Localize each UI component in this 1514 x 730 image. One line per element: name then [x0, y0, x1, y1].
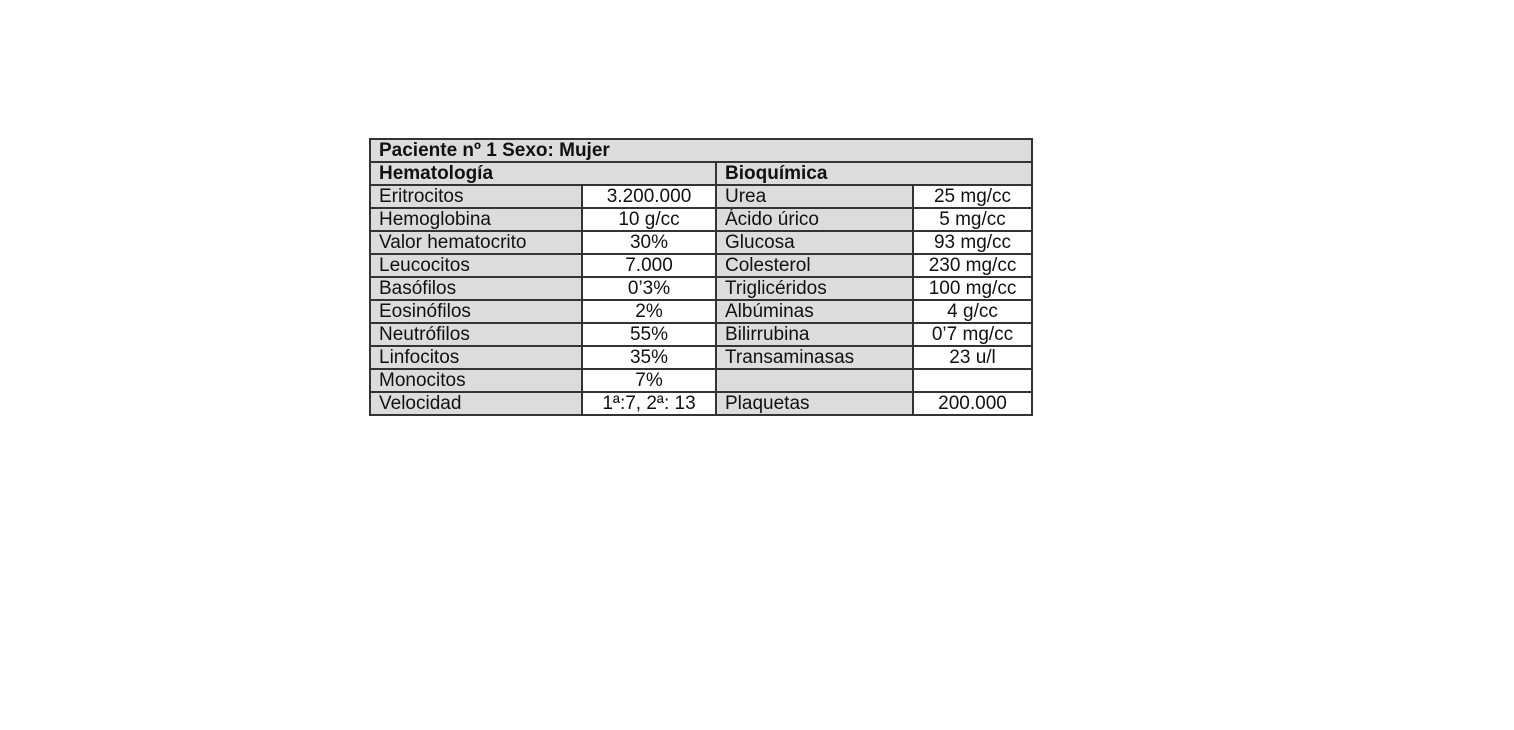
table-row	[370, 254, 1032, 277]
biochemistry-value: 200.000	[913, 392, 1032, 415]
biochemistry-value: 0’7 mg/cc	[913, 323, 1032, 346]
biochemistry-value-empty	[913, 369, 1032, 392]
table-row	[370, 369, 1032, 392]
hematology-value: 30%	[582, 231, 716, 254]
biochemistry-label: Triglicéridos	[716, 277, 913, 300]
hematology-label: Valor hematocrito	[370, 231, 582, 254]
hematology-label: Eosinófilos	[370, 300, 582, 323]
biochemistry-value: 100 mg/cc	[913, 277, 1032, 300]
hematology-label: Hemoglobina	[370, 208, 582, 231]
hematology-label: Leucocitos	[370, 254, 582, 277]
biochemistry-value: 4 g/cc	[913, 300, 1032, 323]
table-row	[370, 231, 1032, 254]
hematology-label: Eritrocitos	[370, 185, 582, 208]
biochemistry-label-empty	[716, 369, 913, 392]
section-hematologia: Hematología	[370, 162, 716, 185]
biochemistry-label: Colesterol	[716, 254, 913, 277]
biochemistry-label: Ácido úrico	[716, 208, 913, 231]
hematology-label: Basófilos	[370, 277, 582, 300]
table-row	[370, 323, 1032, 346]
hematology-value: 0’3%	[582, 277, 716, 300]
table-row	[370, 300, 1032, 323]
biochemistry-value: 25 mg/cc	[913, 185, 1032, 208]
table-row	[370, 346, 1032, 369]
hematology-label: Velocidad	[370, 392, 582, 415]
table-row	[370, 208, 1032, 231]
biochemistry-value: 93 mg/cc	[913, 231, 1032, 254]
hematology-value: 10 g/cc	[582, 208, 716, 231]
hematology-label: Linfocitos	[370, 346, 582, 369]
hematology-value: 1ª:7, 2ª: 13	[582, 392, 716, 415]
biochemistry-value: 23 u/l	[913, 346, 1032, 369]
table-row	[370, 392, 1032, 415]
table-row	[370, 277, 1032, 300]
biochemistry-value: 5 mg/cc	[913, 208, 1032, 231]
biochemistry-label: Urea	[716, 185, 913, 208]
biochemistry-value: 230 mg/cc	[913, 254, 1032, 277]
hematology-value: 2%	[582, 300, 716, 323]
biochemistry-label: Albúminas	[716, 300, 913, 323]
biochemistry-label: Glucosa	[716, 231, 913, 254]
section-header-row	[370, 162, 1032, 185]
table-row	[370, 185, 1032, 208]
hematology-label: Monocitos	[370, 369, 582, 392]
hematology-value: 7.000	[582, 254, 716, 277]
hematology-value: 3.200.000	[582, 185, 716, 208]
hematology-label: Neutrófilos	[370, 323, 582, 346]
hematology-value: 7%	[582, 369, 716, 392]
biochemistry-label: Plaquetas	[716, 392, 913, 415]
hematology-value: 55%	[582, 323, 716, 346]
biochemistry-label: Bilirrubina	[716, 323, 913, 346]
section-bioquimica: Bioquímica	[716, 162, 1032, 185]
patient-title-row	[370, 139, 1032, 162]
lab-results-table	[369, 138, 1033, 416]
lab-results-body	[370, 139, 1032, 415]
hematology-value: 35%	[582, 346, 716, 369]
biochemistry-label: Transaminasas	[716, 346, 913, 369]
patient-title: Paciente nº 1 Sexo: Mujer	[370, 139, 1032, 162]
